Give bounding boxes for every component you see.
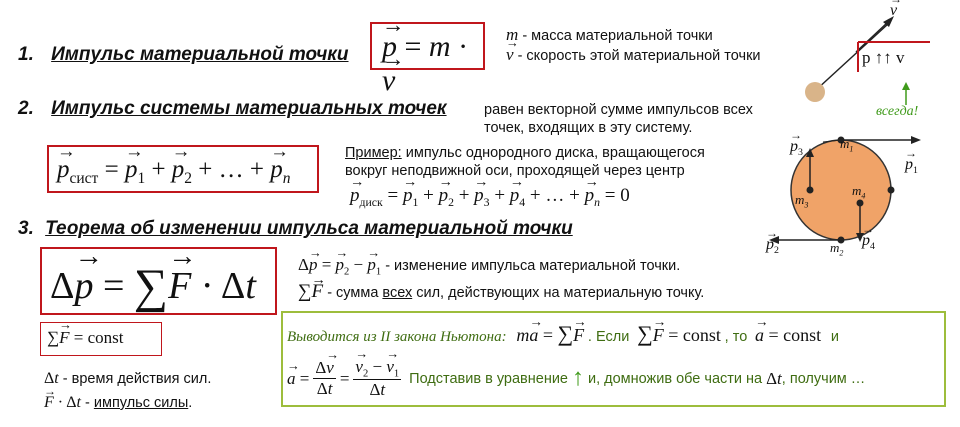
section1-number: 1. bbox=[18, 44, 34, 65]
section3-title: Теорема об изменении импульса материальной точки bbox=[45, 218, 573, 239]
section1-title: Импульс материальной точки bbox=[51, 44, 349, 65]
derivation-line2: → a = $\frac{\Delta\to v}{\Delta t}$ = → $\frac{v_2 - \to v_1}{\Delta t}$ Подставив в уравнение ↑ и, домножив обе части на Δt , получим … bbox=[287, 357, 865, 400]
section2-number: 2. bbox=[18, 98, 34, 119]
newton-derivation-box bbox=[281, 311, 946, 407]
disk-label-p2: → $p_2$ bbox=[766, 236, 779, 256]
dt-explanation: Δt - время действия сил. bbox=[44, 370, 212, 387]
disk-label-m2: $m_2$ bbox=[830, 240, 844, 258]
const-formula: ∑→ F = const bbox=[47, 328, 124, 348]
def-m: m - масса материальной точки bbox=[506, 25, 713, 44]
impulse-theorem-formula: Δ→ p = ∑→ F · Δt bbox=[50, 259, 256, 314]
const-box bbox=[40, 322, 162, 356]
disk-momentum-formula: → $p_{диск}$ = → $p_1$ + → $p_2$ + → $p_3$ + → $p_4$ + … + → $p_n = 0$ bbox=[350, 185, 630, 210]
p-parallel-v: p ↑↑ v bbox=[862, 48, 905, 67]
impulse-explanation: → F · Δt - импульс силы. bbox=[44, 394, 192, 412]
section1-formula-box bbox=[370, 22, 485, 97]
disk-label-m4: $m_4$ bbox=[852, 183, 866, 201]
always-note: всегда! bbox=[876, 104, 919, 119]
v-label: → v bbox=[890, 2, 897, 20]
section3-formula-box bbox=[40, 247, 277, 315]
section2-heading bbox=[18, 98, 447, 120]
derivation-line1: Выводится из II закона Ньютона: m→ a = ∑→ F . Если ∑→ F = const , то → a = const и bbox=[287, 321, 839, 347]
section2-title: Импульс системы материальных точек bbox=[51, 98, 447, 119]
disk-label-m3: $m_3$ bbox=[795, 192, 809, 210]
section1-heading bbox=[18, 44, 349, 66]
disk-label-p4: → $p_4$ bbox=[862, 232, 875, 252]
section2-formula-box bbox=[47, 145, 319, 193]
system-momentum-formula: → $p_{сист}$ = → $p_1$ + → $p_2$ + … + → $p_n$ bbox=[57, 156, 291, 188]
disk-label-p3: → $p_3$ bbox=[790, 138, 803, 158]
momentum-formula: → p = m · → v bbox=[382, 30, 483, 98]
dp-explanation: Δ→ p = → $p_2$ − → $p_1$ - изменение импульса материальной точки. bbox=[298, 256, 680, 281]
sum-explanation: ∑→ F - сумма всех сил, действующих на материальную точку. bbox=[298, 283, 704, 302]
section2-desc: равен векторной сумме импульсов всех точек, входящих в эту систему. bbox=[484, 102, 753, 136]
up-arrow-icon: ↑ bbox=[572, 365, 584, 392]
disk-label-m1: $m_1$ bbox=[840, 136, 854, 154]
disk-label-p1: → $p_1$ bbox=[905, 156, 918, 176]
section3-heading bbox=[18, 218, 573, 240]
section3-number: 3. bbox=[18, 218, 34, 239]
def-v: → v - скорость этой материальной точки bbox=[506, 46, 761, 65]
example-text: Пример: импульс однородного диска, вращающегося вокруг неподвижной оси, проходящей через центр bbox=[345, 145, 705, 179]
